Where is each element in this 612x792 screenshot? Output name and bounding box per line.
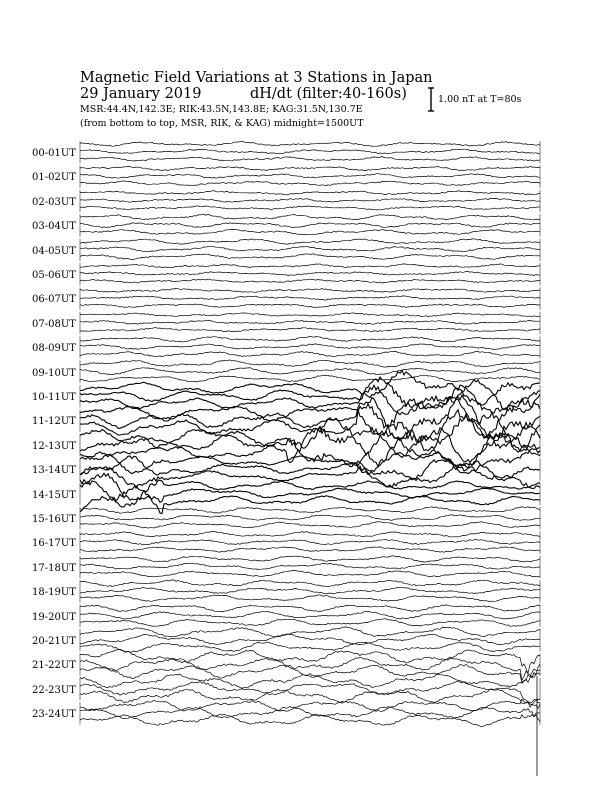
scale-bar	[428, 88, 434, 111]
trace-msr	[80, 619, 540, 627]
order-note: (from bottom to top, MSR, RIK, & KAG) midnight=1500UT	[80, 118, 364, 129]
trace-rik	[80, 320, 540, 324]
row-frame	[80, 385, 540, 407]
hour-label: 13-14UT	[32, 465, 76, 477]
hour-label: 03-04UT	[32, 221, 76, 233]
trace-kag	[80, 166, 540, 170]
hour-label: 05-06UT	[32, 270, 76, 281]
hour-label: 22-23UT	[32, 684, 76, 696]
trace-kag	[80, 580, 540, 587]
trace-msr	[80, 431, 540, 471]
trace-kag	[80, 336, 540, 342]
trace-msr	[80, 229, 540, 234]
trace-msr	[80, 522, 540, 528]
date-and-quantity	[80, 86, 407, 102]
trace-msr	[80, 570, 540, 577]
trace-rik	[80, 634, 540, 645]
trace-msr	[80, 279, 540, 283]
row-frame	[80, 507, 540, 529]
trace-rik	[80, 271, 540, 275]
hour-label: 14-15UT	[32, 489, 76, 501]
quantity-label: dH/dt (filter:40-160s)	[250, 86, 407, 102]
trace-rik	[80, 515, 540, 521]
trace-kag	[80, 214, 540, 220]
hour-label: 02-03UT	[32, 196, 76, 208]
trace-kag	[80, 532, 540, 538]
scale-bar-label: 1.00 nT at T=80s	[438, 94, 522, 105]
trace-kag	[80, 288, 540, 292]
trace-rik	[80, 706, 540, 721]
hour-label: 00-01UT	[32, 148, 76, 159]
trace-rik	[80, 611, 540, 619]
trace-kag	[80, 699, 540, 711]
trace-msr	[80, 328, 540, 332]
trace-rik	[80, 539, 540, 544]
trace-msr	[80, 595, 540, 602]
trace-kag	[80, 313, 540, 317]
trace-msr	[80, 464, 540, 489]
hour-label: 17-18UT	[32, 562, 76, 574]
trace-msr	[80, 547, 540, 553]
trace-kag	[80, 556, 540, 562]
trace-kag	[80, 264, 540, 268]
hour-label: 19-20UT	[32, 611, 76, 623]
hour-label: 08-09UT	[32, 343, 76, 355]
trace-msr	[80, 304, 540, 308]
trace-msr	[80, 375, 540, 382]
hour-label: 01-02UT	[32, 172, 76, 184]
trace-msr	[80, 351, 540, 357]
hour-label: 12-13UT	[32, 440, 76, 452]
trace-kag	[80, 416, 540, 458]
trace-rik	[80, 296, 540, 300]
trace-rik	[80, 344, 540, 350]
hour-label: 04-05UT	[32, 245, 76, 257]
hour-label: 06-07UT	[32, 294, 76, 306]
hour-label: 09-10UT	[32, 367, 76, 379]
hour-label: 16-17UT	[32, 538, 76, 550]
trace-kag	[80, 360, 540, 367]
trace-msr	[80, 157, 540, 162]
date-label: 29 January 2019	[80, 86, 202, 102]
trace-rik	[80, 149, 540, 154]
chart-title: Magnetic Field Variations at 3 Stations in Japan	[80, 70, 433, 86]
trace-rik	[80, 681, 540, 708]
hour-label: 20-21UT	[32, 636, 76, 647]
trace-msr	[80, 206, 540, 210]
trace-msr	[80, 486, 540, 514]
trace-kag	[80, 507, 540, 514]
hour-label: 07-08UT	[32, 318, 76, 330]
trace-msr	[80, 713, 540, 727]
hour-label: 18-19UT	[32, 587, 76, 599]
trace-rik	[80, 223, 540, 228]
row-frame	[80, 531, 540, 553]
trace-msr	[80, 181, 540, 186]
stations-label: MSR:44.4N,142.3E; RIK:43.5N,143.8E; KAG:31.5N,130.7E	[80, 104, 363, 115]
trace-kag	[80, 142, 540, 147]
trace-rik	[80, 368, 540, 375]
hour-label: 10-11UT	[32, 392, 76, 403]
trace-kag	[80, 191, 540, 195]
hour-label: 11-12UT	[32, 416, 76, 428]
trace-rik	[80, 563, 540, 570]
hour-label: 23-24UT	[32, 709, 76, 721]
hour-label: 21-22UT	[32, 660, 76, 672]
trace-rik	[80, 246, 540, 252]
trace-kag	[80, 239, 540, 245]
row-frame	[80, 434, 540, 456]
trace-rik	[80, 456, 540, 481]
trace-rik	[80, 198, 540, 202]
trace-msr	[80, 689, 540, 705]
trace-kag	[80, 397, 540, 438]
hour-label: 15-16UT	[32, 514, 76, 525]
trace-kag	[80, 605, 540, 612]
trace-rik	[80, 174, 540, 179]
trace-msr	[80, 254, 540, 260]
trace-rik	[80, 587, 540, 594]
